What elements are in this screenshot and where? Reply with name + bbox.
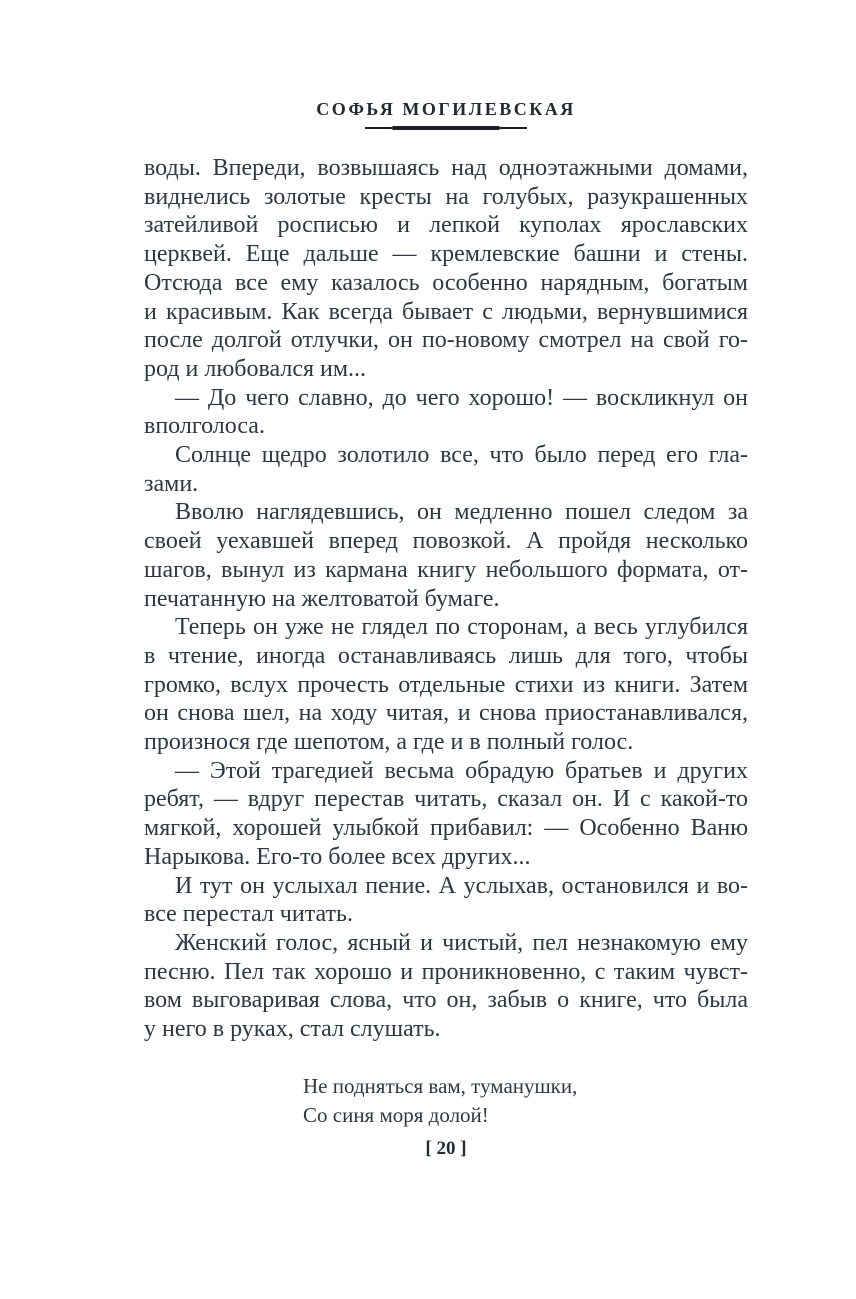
rule-thick-bar (393, 126, 500, 131)
text-line: своей уехавшей вперед повозкой. А пройдя несколько (144, 528, 748, 555)
text-line: у него в руках, стал слушать. (144, 1016, 441, 1043)
text-line: Женский голос, ясный и чистый, пел незнакомую ему (175, 929, 748, 956)
text-line: произнося где шепотом, а где и в полный голос. (144, 729, 634, 756)
paragraph (144, 498, 748, 613)
text-line: воды. Впереди, возвышаясь над одноэтажными домами, (144, 155, 748, 181)
verse-line: Со синя моря долой! (303, 1103, 489, 1127)
text-line: виднелись золотые кресты на голубых, разукрашенных (144, 183, 748, 210)
text-line: громко, вслух прочесть отдельные стихи из книги. Затем (144, 671, 748, 698)
page-body (144, 154, 748, 1044)
paragraph (144, 757, 748, 872)
text-line: И тут он услыхал пение. А услыхав, остановился и во- (175, 872, 748, 899)
paragraph (144, 872, 748, 929)
text-line: зами. (144, 470, 199, 497)
paragraph (144, 154, 748, 384)
text-line: мягкой, хорошей улыбкой прибавил: — Особенно Ваню (144, 815, 748, 842)
decorative-rule (144, 124, 748, 132)
text-line: — Этой трагедией весьма обрадую братьев и других (175, 757, 748, 784)
text-line: Отсюда все ему казалось особенно нарядным, богатым (144, 269, 748, 296)
text-line: род и любовался им... (144, 355, 367, 382)
text-line: песню. Пел так хорошо и проникновенно, с таким чувст- (144, 958, 748, 985)
text-line: и красивым. Как всегда бывает с людьми, вернувшимися (144, 298, 748, 325)
text-line: после долгой отлучки, он по-новому смотрел на свой го- (144, 327, 748, 354)
text-line: церквей. Еще дальше — кремлевские башни и стены. (144, 241, 748, 268)
text-line: все перестал читать. (144, 901, 353, 928)
text-line: затейливой росписью и лепкой куполах ярославских (144, 212, 748, 239)
paragraph (144, 441, 748, 498)
running-head: СОФЬЯ МОГИЛЕВСКАЯ (316, 99, 576, 119)
page-number: [ 20 ] (425, 1138, 467, 1159)
paragraph (144, 613, 748, 757)
verse-block (303, 1072, 577, 1130)
text-line: печатанную на желтоватой бумаге. (144, 585, 500, 612)
text-line: Теперь он уже не глядел по сторонам, а весь углубился (175, 614, 748, 641)
text-line: Вволю наглядевшись, он медленно пошел следом за (175, 499, 748, 526)
text-line: вполголоса. (144, 413, 265, 440)
text-line: Нарыкова. Его-то более всех других... (144, 843, 531, 870)
text-line: в чтение, иногда останавливаясь лишь для того, чтобы (144, 642, 748, 669)
text-line: Солнце щедро золотило все, что было перед его гла- (175, 442, 748, 469)
text-line: шагов, вынул из кармана книгу небольшого формата, от- (144, 556, 748, 583)
paragraph (144, 929, 748, 1044)
text-line: вом выговаривая слова, что он, забыв о книге, что была (144, 987, 748, 1014)
text-line: ребят, — вдруг перестав читать, сказал он. И с какой-то (144, 786, 748, 813)
text-line: он снова шел, на ходу читая, и снова приостанавливался, (144, 700, 748, 727)
verse-line: Не подняться вам, туманушки, (303, 1074, 578, 1098)
paragraph (144, 384, 748, 441)
text-line: — До чего славно, до чего хорошо! — воскликнул он (175, 384, 748, 411)
